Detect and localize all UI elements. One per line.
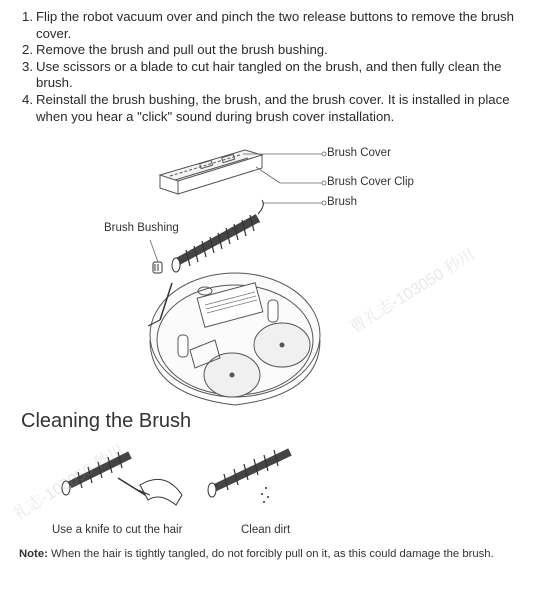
step-number: 1. <box>22 9 33 24</box>
clean-dirt-caption: Clean dirt <box>241 524 291 536</box>
brush-label: Brush <box>327 196 358 208</box>
step-text: Remove the brush and pull out the brush bushing. <box>36 42 328 58</box>
step-text: Flip the robot vacuum over and pinch the two release buttons to remove the brush cover. <box>36 9 514 41</box>
note-text: When the hair is tightly tangled, do not forcibly pull on it, as this could damage the brush. <box>47 548 494 560</box>
note <box>19 547 519 563</box>
step-number: 4. <box>22 91 33 107</box>
brush-roller-illustration <box>172 200 263 272</box>
step-text: Use scissors or a blade to cut hair tangled on the brush, and then fully clean the brush. <box>36 58 502 91</box>
robot-vacuum-illustration <box>148 273 320 405</box>
step-number: 3. <box>22 58 33 74</box>
section-heading: Cleaning the Brush <box>21 410 192 432</box>
brush-bushing-illustration <box>150 240 162 273</box>
step-number: 2. <box>22 42 33 58</box>
watermark-bottom: 礼志-103050 秒川 <box>10 441 128 524</box>
brush-cover-illustration <box>160 150 262 194</box>
brush-cover-clip-label: Brush Cover Clip <box>327 176 414 188</box>
clean-dirt-illustration <box>208 450 291 503</box>
brush-bushing-label: Brush Bushing <box>104 222 179 234</box>
leader-lines <box>243 152 326 205</box>
step-text: Reinstall the brush bushing, the brush, and the brush cover. It is installed in place when you hear a "click" sound during brush cover installation. <box>36 91 510 124</box>
knife-caption: Use a knife to cut the hair <box>52 524 183 536</box>
brush-cover-label: Brush Cover <box>327 147 391 159</box>
note-label: Note: <box>19 548 48 560</box>
watermark-top: 曹礼志-103050 秒川 <box>347 246 479 337</box>
